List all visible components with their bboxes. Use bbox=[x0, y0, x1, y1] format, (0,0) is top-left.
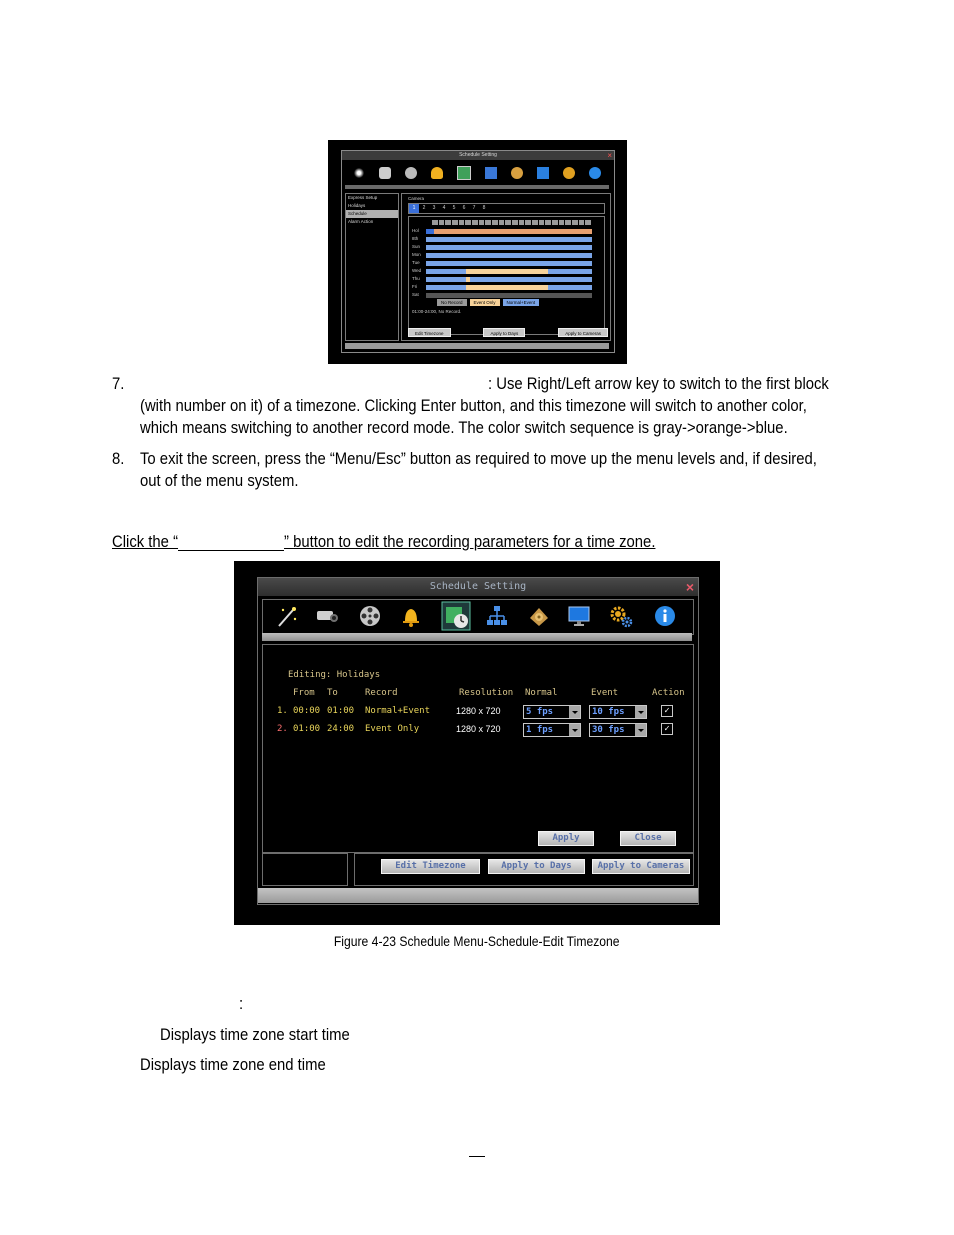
window-title: Schedule Setting bbox=[258, 578, 698, 596]
separator-bar bbox=[262, 633, 692, 641]
close-icon[interactable]: × bbox=[685, 579, 694, 595]
event-fps-select[interactable]: 30 fps bbox=[589, 723, 647, 737]
action-checkbox[interactable]: ✓ bbox=[661, 705, 673, 717]
camera-tab[interactable]: 5 bbox=[452, 205, 456, 211]
left-info-box bbox=[262, 853, 348, 886]
figure-caption: Figure 4-23 Schedule Menu-Schedule-Edit Timezone bbox=[334, 934, 620, 949]
info-icon[interactable] bbox=[589, 167, 601, 179]
bottom-buttons bbox=[408, 328, 608, 337]
step-7-number: 7. bbox=[112, 375, 125, 393]
event-fps-select[interactable]: 10 fps bbox=[589, 705, 647, 719]
schedule-panel bbox=[401, 193, 611, 341]
day-row[interactable]: Tue bbox=[412, 260, 602, 266]
schedule-setting-screenshot-small bbox=[328, 140, 627, 364]
step-7-line3: which means switching to another record mode. The color switch sequence is gray->orange->blue. bbox=[140, 419, 788, 437]
film-reel-icon[interactable] bbox=[358, 604, 382, 628]
schedule-icon[interactable] bbox=[441, 601, 471, 631]
close-button[interactable]: Close bbox=[620, 831, 676, 846]
column-resolution: Resolution bbox=[459, 688, 514, 698]
network-icon[interactable] bbox=[485, 167, 497, 179]
editing-title: Editing: Holidays bbox=[288, 670, 381, 680]
page-number-underline bbox=[469, 1156, 485, 1157]
row-number: 2. bbox=[277, 724, 288, 734]
row-from-time[interactable]: 01:00 bbox=[293, 724, 321, 734]
schedule-window bbox=[257, 577, 699, 905]
column-from: From bbox=[293, 688, 315, 698]
menu-icon-bar bbox=[262, 599, 694, 635]
row-record-mode[interactable]: Normal+Event bbox=[365, 706, 431, 716]
step-7-line1: : Use Right/Left arrow key to switch to the first block bbox=[488, 375, 829, 393]
day-row[interactable]: Fri bbox=[412, 284, 602, 290]
apply-button[interactable]: Apply bbox=[538, 831, 594, 846]
row-record-mode[interactable]: Event Only bbox=[365, 724, 420, 734]
day-row[interactable]: Thu bbox=[412, 276, 602, 282]
gear-icon[interactable] bbox=[609, 604, 633, 628]
camera-icon[interactable] bbox=[379, 167, 391, 179]
click-instruction-b: ” button to edit the recording parameters for a time zone. bbox=[284, 533, 656, 551]
apply-to-days-button[interactable]: Apply to Days bbox=[483, 328, 525, 337]
camera-selector bbox=[408, 203, 605, 214]
menu-item-alarm-action[interactable]: Alarm Action bbox=[348, 219, 374, 224]
info-icon[interactable] bbox=[653, 604, 677, 628]
legend-event-only: Event Only bbox=[470, 299, 500, 306]
camera-tab[interactable]: 3 bbox=[432, 205, 436, 211]
menu-item-holidays[interactable]: Holidays bbox=[348, 203, 366, 208]
camera-tab[interactable]: 2 bbox=[422, 205, 426, 211]
side-menu bbox=[345, 193, 399, 341]
normal-fps-select[interactable]: 1 fps bbox=[523, 723, 581, 737]
row-number: 1. bbox=[277, 706, 288, 716]
camera-tab[interactable]: 1 bbox=[409, 204, 419, 213]
step-7-line2: (with number on it) of a timezone. Clicking Enter button, and this timezone will switch to another color, bbox=[140, 397, 807, 415]
footer-bar bbox=[345, 343, 609, 349]
separator-bar bbox=[345, 185, 609, 189]
apply-to-cameras-button[interactable]: Apply to Cameras bbox=[592, 859, 690, 874]
edit-timezone-button[interactable]: Edit Timezone bbox=[381, 859, 480, 874]
day-row[interactable]: Sat bbox=[412, 292, 602, 298]
schedule-window-small bbox=[341, 150, 615, 353]
row-to-time[interactable]: 24:00 bbox=[327, 724, 355, 734]
camera-tab[interactable]: 7 bbox=[472, 205, 476, 211]
day-row[interactable]: 8th bbox=[412, 236, 602, 242]
normal-fps-select[interactable]: 5 fps bbox=[523, 705, 581, 719]
legend bbox=[437, 299, 539, 306]
disk-icon[interactable] bbox=[527, 604, 551, 628]
column-record: Record bbox=[365, 688, 398, 698]
network-icon[interactable] bbox=[485, 604, 509, 628]
camera-tab[interactable]: 4 bbox=[442, 205, 446, 211]
day-row[interactable]: Sun bbox=[412, 244, 602, 250]
camera-tab[interactable]: 8 bbox=[482, 205, 486, 211]
menu-item-schedule[interactable]: Schedule bbox=[346, 210, 398, 218]
bell-icon[interactable] bbox=[399, 604, 423, 628]
schedule-setting-edit-timezone-screenshot bbox=[234, 561, 720, 925]
click-instruction-a: Click the “ bbox=[112, 533, 179, 551]
camera-label: Camera bbox=[408, 196, 425, 201]
underline-gap bbox=[178, 550, 284, 551]
film-reel-icon[interactable] bbox=[405, 167, 417, 179]
close-icon[interactable]: × bbox=[607, 151, 612, 160]
monitor-icon[interactable] bbox=[567, 604, 591, 628]
legend-normal-event: Normal+Event bbox=[503, 299, 540, 306]
edit-timezone-panel bbox=[262, 644, 694, 853]
row-to-time[interactable]: 01:00 bbox=[327, 706, 355, 716]
row-from-time[interactable]: 00:00 bbox=[293, 706, 321, 716]
column-action: Action bbox=[652, 688, 685, 698]
hour-header bbox=[432, 220, 592, 225]
schedule-grid bbox=[408, 216, 605, 335]
apply-to-days-button[interactable]: Apply to Days bbox=[488, 859, 585, 874]
day-row[interactable]: Wed bbox=[412, 268, 602, 274]
gear-icon[interactable] bbox=[563, 167, 575, 179]
monitor-icon[interactable] bbox=[537, 167, 549, 179]
start-time-description: Displays time zone start time bbox=[160, 1026, 350, 1044]
step-8-line2: out of the menu system. bbox=[140, 472, 299, 490]
footer-bar bbox=[258, 888, 698, 903]
menu-item-express-setup[interactable]: Express Setup bbox=[348, 195, 378, 200]
bell-icon[interactable] bbox=[431, 167, 443, 179]
action-checkbox[interactable]: ✓ bbox=[661, 723, 673, 735]
bottom-button-bar bbox=[354, 853, 694, 886]
apply-to-cameras-button[interactable]: Apply to Cameras bbox=[558, 328, 608, 337]
status-text: 01:00-24:00, No Record. bbox=[412, 309, 462, 314]
edit-timezone-button[interactable]: Edit Timezone bbox=[408, 328, 451, 337]
column-to: To bbox=[327, 688, 338, 698]
day-row[interactable]: Hol bbox=[412, 228, 602, 234]
legend-no-record: No Record bbox=[437, 299, 467, 306]
wand-icon[interactable] bbox=[353, 167, 365, 179]
day-row[interactable]: Mon bbox=[412, 252, 602, 258]
wand-icon[interactable] bbox=[275, 604, 299, 628]
camera-tab[interactable]: 6 bbox=[462, 205, 466, 211]
row-resolution: 1280 x 720 bbox=[456, 724, 501, 734]
camera-icon[interactable] bbox=[315, 604, 339, 628]
disk-icon[interactable] bbox=[511, 167, 523, 179]
definition-colon: : bbox=[239, 995, 244, 1013]
step-8-line1: To exit the screen, press the “Menu/Esc” button as required to move up the menu levels and, if desired, bbox=[140, 450, 817, 468]
menu-icon-bar bbox=[346, 163, 608, 183]
window-title: Schedule Setting bbox=[342, 151, 614, 160]
end-time-description: Displays time zone end time bbox=[140, 1056, 326, 1074]
row-resolution: 1280 x 720 bbox=[456, 706, 501, 716]
column-normal: Normal bbox=[525, 688, 558, 698]
column-event: Event bbox=[591, 688, 619, 698]
step-8-number: 8. bbox=[112, 450, 125, 468]
schedule-icon[interactable] bbox=[457, 166, 471, 180]
